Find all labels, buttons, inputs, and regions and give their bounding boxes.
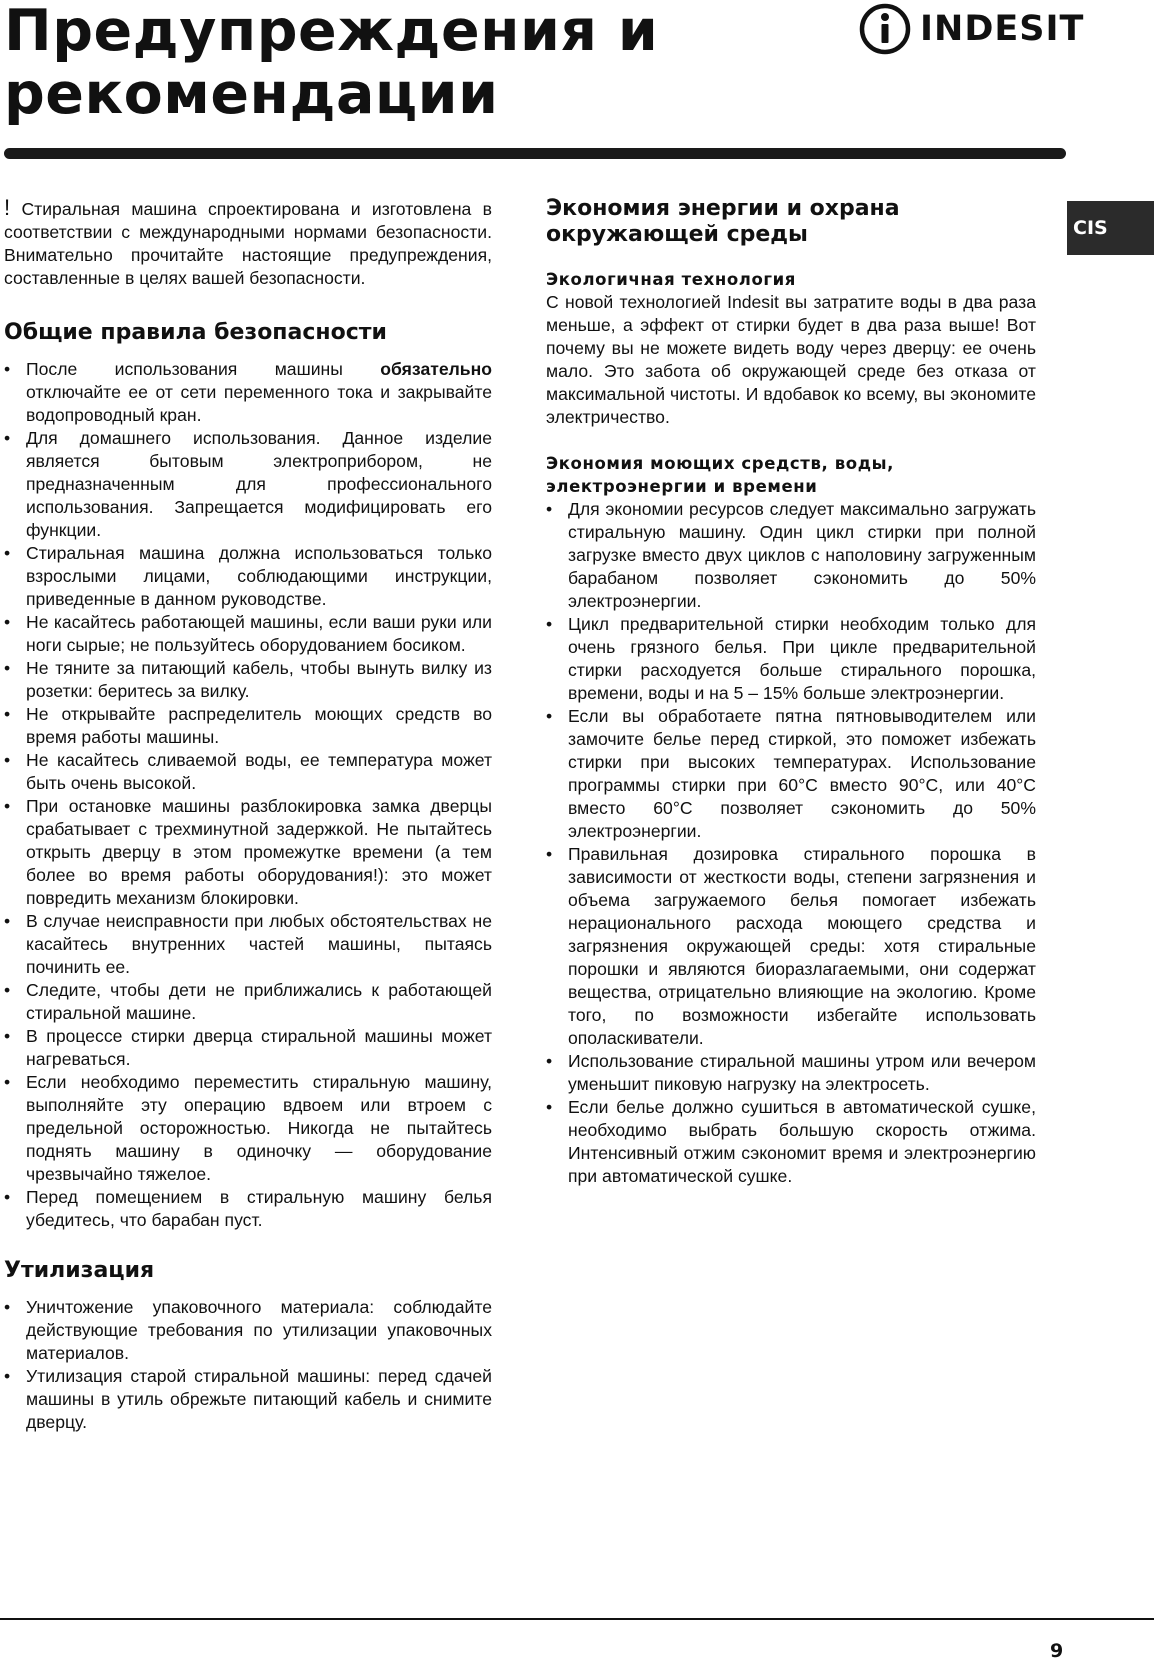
- disposal-heading: Утилизация: [4, 1258, 155, 1283]
- saving-heading: Экономия моющих средств, воды, электроэнергии и времени: [546, 454, 895, 496]
- disposal-list: [4, 1296, 492, 1434]
- header-divider: [4, 148, 1066, 159]
- list-item: • Для экономии ресурсов следует максимально загружать стиральную машину. Один цикл стирки при полной загрузке вместо двух циклов с наполовину загруженным барабаном позволяет сэкономить до 50% электроэнергии.: [546, 498, 1036, 613]
- eco-heading: Экономия энергии и охрана окружающей среды: [546, 196, 900, 247]
- language-tab-label: CIS: [1073, 217, 1108, 239]
- list-item: • Следите, чтобы дети не приближались к работающей стиральной машине.: [4, 979, 492, 1025]
- list-item: • Если необходимо переместить стиральную машину, выполняйте эту операцию вдвоем или втроем с предельной осторожностью. Никогда не пытайтесь поднять машину в одиночку — оборудование чрезвычайно тяжелое.: [4, 1071, 492, 1186]
- safety-heading: Общие правила безопасности: [4, 320, 387, 345]
- list-item: • Для домашнего использования. Данное изделие является бытовым электроприбором, не предназначенным для профессионального использования. Запрещается модифицировать его функции.: [4, 427, 492, 542]
- page-title-line2: рекомендации: [4, 61, 499, 127]
- list-item: • В процессе стирки дверца стиральной машины может нагреваться.: [4, 1025, 492, 1071]
- page-title: [4, 0, 658, 126]
- list-item: • Правильная дозировка стирального порошка в зависимости от жесткости воды, степени загрязнения и объема загружаемого белья помогает избежать нерационального расхода моющего средства и загрязнения окружающей среды: хотя стиральные порошки и являются биоразлагаемыми, они содержат вещества, отрицательно влияющие на экологию. Кроме того, по возможности избегайте использовать ополаскиватели.: [546, 843, 1036, 1050]
- list-item: [4, 358, 492, 427]
- indesit-logo-mark-icon: [858, 2, 912, 56]
- language-tab: [1067, 201, 1154, 255]
- brand-name: INDESIT: [920, 9, 1085, 49]
- eco-tech-heading: Экологичная технология: [546, 270, 796, 289]
- indesit-logo: [858, 2, 1084, 56]
- right-column: [546, 196, 1036, 1188]
- list-item: • При остановке машины разблокировка замка дверцы срабатывает с трехминутной задержкой. Не пытайтесь открыть дверцу в этом промежутке времени (а тем более во время работы оборудования!): это может повредить механизм блокировки.: [4, 795, 492, 910]
- list-item: • Не открывайте распределитель моющих средств во время работы машины.: [4, 703, 492, 749]
- intro-paragraph: [4, 196, 492, 290]
- eco-tech-paragraph: С новой технологией Indesit вы затратите воды в два раза меньше, а эффект от стирки будет в два раза выше! Вот почему вы не можете видеть воду через дверцу: ее очень мало. Это забота об окружающей среде без отказа от максимальной чистоты. И вдобавок ко всему, вы экономите электричество.: [546, 292, 1036, 427]
- list-item: • Стиральная машина должна использоваться только взрослыми лицами, соблюдающими инструкции, приведенные в данном руководстве.: [4, 542, 492, 611]
- safety-list: [4, 358, 492, 1232]
- safety-item-1-bold: обязательно: [380, 359, 492, 379]
- safety-item-1-pre: После использования машины: [26, 359, 343, 379]
- intro-text: Стиральная машина спроектирована и изготовлена в соответствии с международными нормами безопасности. Внимательно прочитайте настоящие предупреждения, составленные в целях вашей безопасности.: [4, 199, 492, 288]
- saving-list: [546, 498, 1036, 1188]
- list-item: • Не касайтесь сливаемой воды, ее температура может быть очень высокой.: [4, 749, 492, 795]
- list-item: • Если вы обработаете пятна пятновыводителем или замочите белье перед стиркой, это поможет избежать стирки при высоких температурах. Использование программы стирки при 60°С вместо 90°С, или 40°С вместо 60°С позволяет сэкономить до 50% электроэнергии.: [546, 705, 1036, 843]
- left-column: [4, 196, 492, 1434]
- list-item: • Цикл предварительной стирки необходим только для очень грязного белья. При цикле предварительной стирки расходуется больше стирального порошка, времени, воды и на 5 – 15% больше электроэнергии.: [546, 613, 1036, 705]
- list-item: • Не тяните за питающий кабель, чтобы вынуть вилку из розетки: беритесь за вилку.: [4, 657, 492, 703]
- list-item: • Перед помещением в стиральную машину белья убедитесь, что барабан пуст.: [4, 1186, 492, 1232]
- list-item: • Уничтожение упаковочного материала: соблюдайте действующие требования по утилизации упаковочных материалов.: [4, 1296, 492, 1365]
- list-item: • Не касайтесь работающей машины, если ваши руки или ноги сырые; не пользуйтесь оборудованием босиком.: [4, 611, 492, 657]
- page-title-line1: Предупреждения и: [4, 0, 659, 64]
- footer-divider: [0, 1618, 1154, 1620]
- warning-mark: !: [4, 195, 11, 220]
- list-item: • В случае неисправности при любых обстоятельствах не касайтесь внутренних частей машины, пытаясь починить ее.: [4, 910, 492, 979]
- list-item: • Если белье должно сушиться в автоматической сушке, необходимо выбрать большую скорость отжима. Интенсивный отжим сэкономит время и электроэнергию при автоматической сушке.: [546, 1096, 1036, 1188]
- safety-item-1-post: отключайте ее от сети переменного тока и закрывайте водопроводный кран.: [26, 382, 492, 425]
- list-item: • Использование стиральной машины утром или вечером уменьшит пиковую нагрузку на электросеть.: [546, 1050, 1036, 1096]
- list-item: • Утилизация старой стиральной машины: перед сдачей машины в утиль обрежьте питающий кабель и снимите дверцу.: [4, 1365, 492, 1434]
- page-number: 9: [1050, 1640, 1064, 1662]
